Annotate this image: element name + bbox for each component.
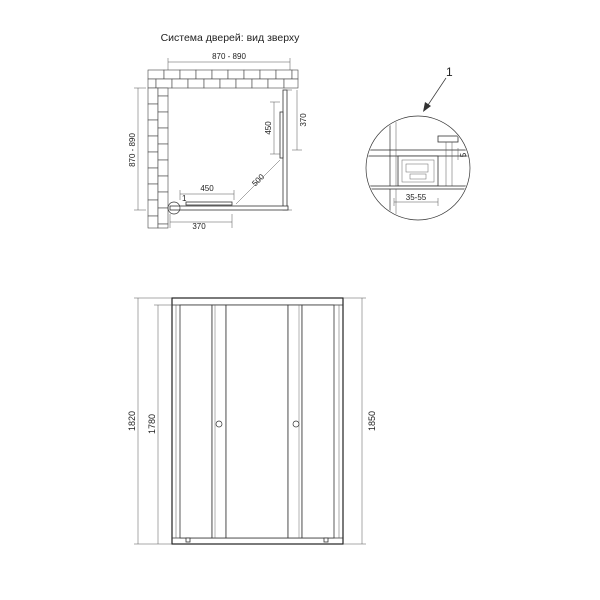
detail-callout-number: 1: [446, 65, 453, 79]
brick: [164, 70, 180, 79]
brick: [260, 70, 276, 79]
callout-leader: [426, 78, 446, 108]
brick: [158, 88, 168, 96]
brick: [188, 79, 204, 88]
brick: [158, 192, 168, 208]
brick: [148, 79, 156, 88]
brick: [204, 79, 220, 88]
front-right-fixed-panel: [302, 305, 334, 538]
brick: [148, 152, 158, 168]
bottom-door-panel: [186, 202, 232, 205]
brick: [158, 160, 168, 176]
brick: [158, 208, 168, 224]
brick: [276, 70, 292, 79]
brick: [148, 184, 158, 200]
dim-width-top: 870 - 890: [212, 52, 246, 61]
brick: [196, 70, 212, 79]
brick: [172, 79, 188, 88]
detail-marker-label: 1: [182, 194, 187, 203]
brick: [148, 168, 158, 184]
brick: [228, 70, 244, 79]
brick: [180, 70, 196, 79]
brick: [292, 70, 298, 79]
brick: [284, 79, 298, 88]
dim-adjust-range: 35-55: [405, 193, 427, 202]
brick: [268, 79, 284, 88]
front-left-door-edge: [212, 305, 226, 538]
dim-side-height: 370: [299, 113, 308, 127]
front-left-fixed-panel: [180, 305, 212, 538]
brick: [148, 216, 158, 228]
brick: [148, 88, 158, 104]
front-view: [127, 298, 377, 544]
brick: [236, 79, 252, 88]
dim-diagonal: 500: [250, 172, 267, 189]
brick: [148, 70, 164, 79]
brick: [148, 136, 158, 152]
brick: [212, 70, 228, 79]
bottom-door-track: [170, 206, 288, 210]
dim-door-width: 450: [200, 184, 214, 193]
brick: [158, 112, 168, 128]
dim-side-width: 370: [192, 222, 206, 231]
brick: [158, 128, 168, 144]
brick: [148, 200, 158, 216]
brick: [158, 224, 168, 228]
callout-arrow-icon: [423, 102, 431, 112]
brick: [158, 144, 168, 160]
dim-depth-left: 870 - 890: [128, 133, 137, 167]
brick: [156, 79, 172, 88]
brick: [148, 104, 158, 120]
dim-height-1820: 1820: [127, 410, 137, 432]
dim-height-1780: 1780: [147, 413, 157, 435]
front-center-panel: [226, 305, 288, 538]
brick: [252, 79, 268, 88]
top-view: [128, 32, 308, 231]
brick: [148, 120, 158, 136]
dim-height-1850: 1850: [367, 410, 377, 432]
right-door-track: [283, 90, 287, 210]
dim-gap: 5: [459, 152, 468, 158]
right-door-panel: [280, 112, 283, 158]
brick: [220, 79, 236, 88]
brick: [158, 96, 168, 112]
brick: [158, 176, 168, 192]
brick: [244, 70, 260, 79]
top-view-title: Система дверей: вид зверху: [160, 32, 300, 44]
detail-view: [360, 65, 470, 220]
dim-door-height: 450: [264, 121, 273, 135]
